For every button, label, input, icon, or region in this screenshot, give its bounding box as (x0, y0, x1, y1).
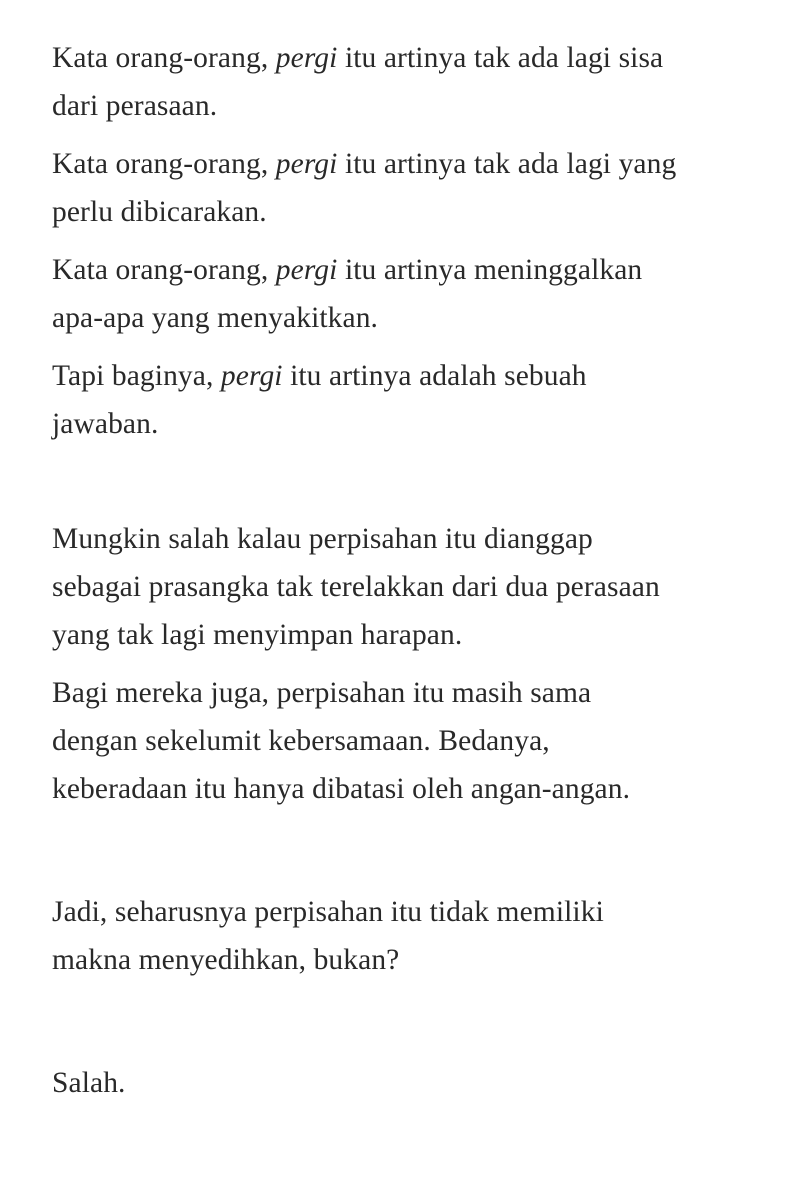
italic-word: pergi (275, 42, 338, 74)
text-line (52, 400, 752, 448)
text-line: yang tak lagi menyimpan harapan. (52, 619, 463, 651)
text-line: makna menyedihkan, bukan? (52, 944, 400, 976)
text-line (52, 188, 752, 236)
text-span: jawaban. (52, 408, 159, 440)
text-line (52, 246, 752, 294)
text-span: apa-apa yang menyakitkan. (52, 302, 379, 334)
italic-word: pergi (275, 148, 338, 180)
paragraph (52, 246, 752, 342)
text-line: Bagi mereka juga, perpisahan itu masih sama (52, 677, 592, 709)
paragraph (52, 34, 752, 130)
text-span: itu artinya adalah sebuah (282, 360, 587, 392)
section-spacer (52, 994, 752, 1059)
section-spacer (52, 823, 752, 888)
text-span: itu artinya tak ada lagi yang (337, 148, 677, 180)
section-spacer (52, 458, 752, 515)
text-span: Kata orang-orang, (52, 148, 276, 180)
text-span: Kata orang-orang, (52, 42, 276, 74)
text-line: Jadi, seharusnya perpisahan itu tidak memiliki (52, 896, 604, 928)
text-line: Mungkin salah kalau perpisahan itu dianggap (52, 523, 593, 555)
text-span: perlu dibicarakan. (52, 196, 267, 228)
text-line (52, 82, 752, 130)
text-span: Tapi baginya, (52, 360, 221, 392)
text-span: Kata orang-orang, (52, 254, 276, 286)
text-line (52, 294, 752, 342)
text-section (52, 888, 752, 984)
italic-word: pergi (275, 254, 338, 286)
text-line: Salah. (52, 1067, 126, 1099)
text-section (52, 515, 752, 813)
italic-word: pergi (220, 360, 283, 392)
text-line (52, 34, 752, 82)
paragraph (52, 669, 752, 813)
text-line: dengan sekelumit kebersamaan. Bedanya, (52, 725, 550, 757)
text-span: itu artinya tak ada lagi sisa (337, 42, 664, 74)
text-line: sebagai prasangka tak terelakkan dari dua perasaan (52, 571, 660, 603)
paragraph (52, 515, 752, 659)
text-span: itu artinya meninggalkan (337, 254, 643, 286)
text-line (52, 140, 752, 188)
article-body (52, 34, 752, 1117)
text-line (52, 352, 752, 400)
paragraph (52, 140, 752, 236)
paragraph (52, 352, 752, 448)
paragraph (52, 888, 752, 984)
text-section (52, 1059, 752, 1107)
paragraph (52, 1059, 752, 1107)
text-section (52, 34, 752, 448)
text-span: dari perasaan. (52, 90, 218, 122)
text-line: keberadaan itu hanya dibatasi oleh angan-angan. (52, 773, 631, 805)
